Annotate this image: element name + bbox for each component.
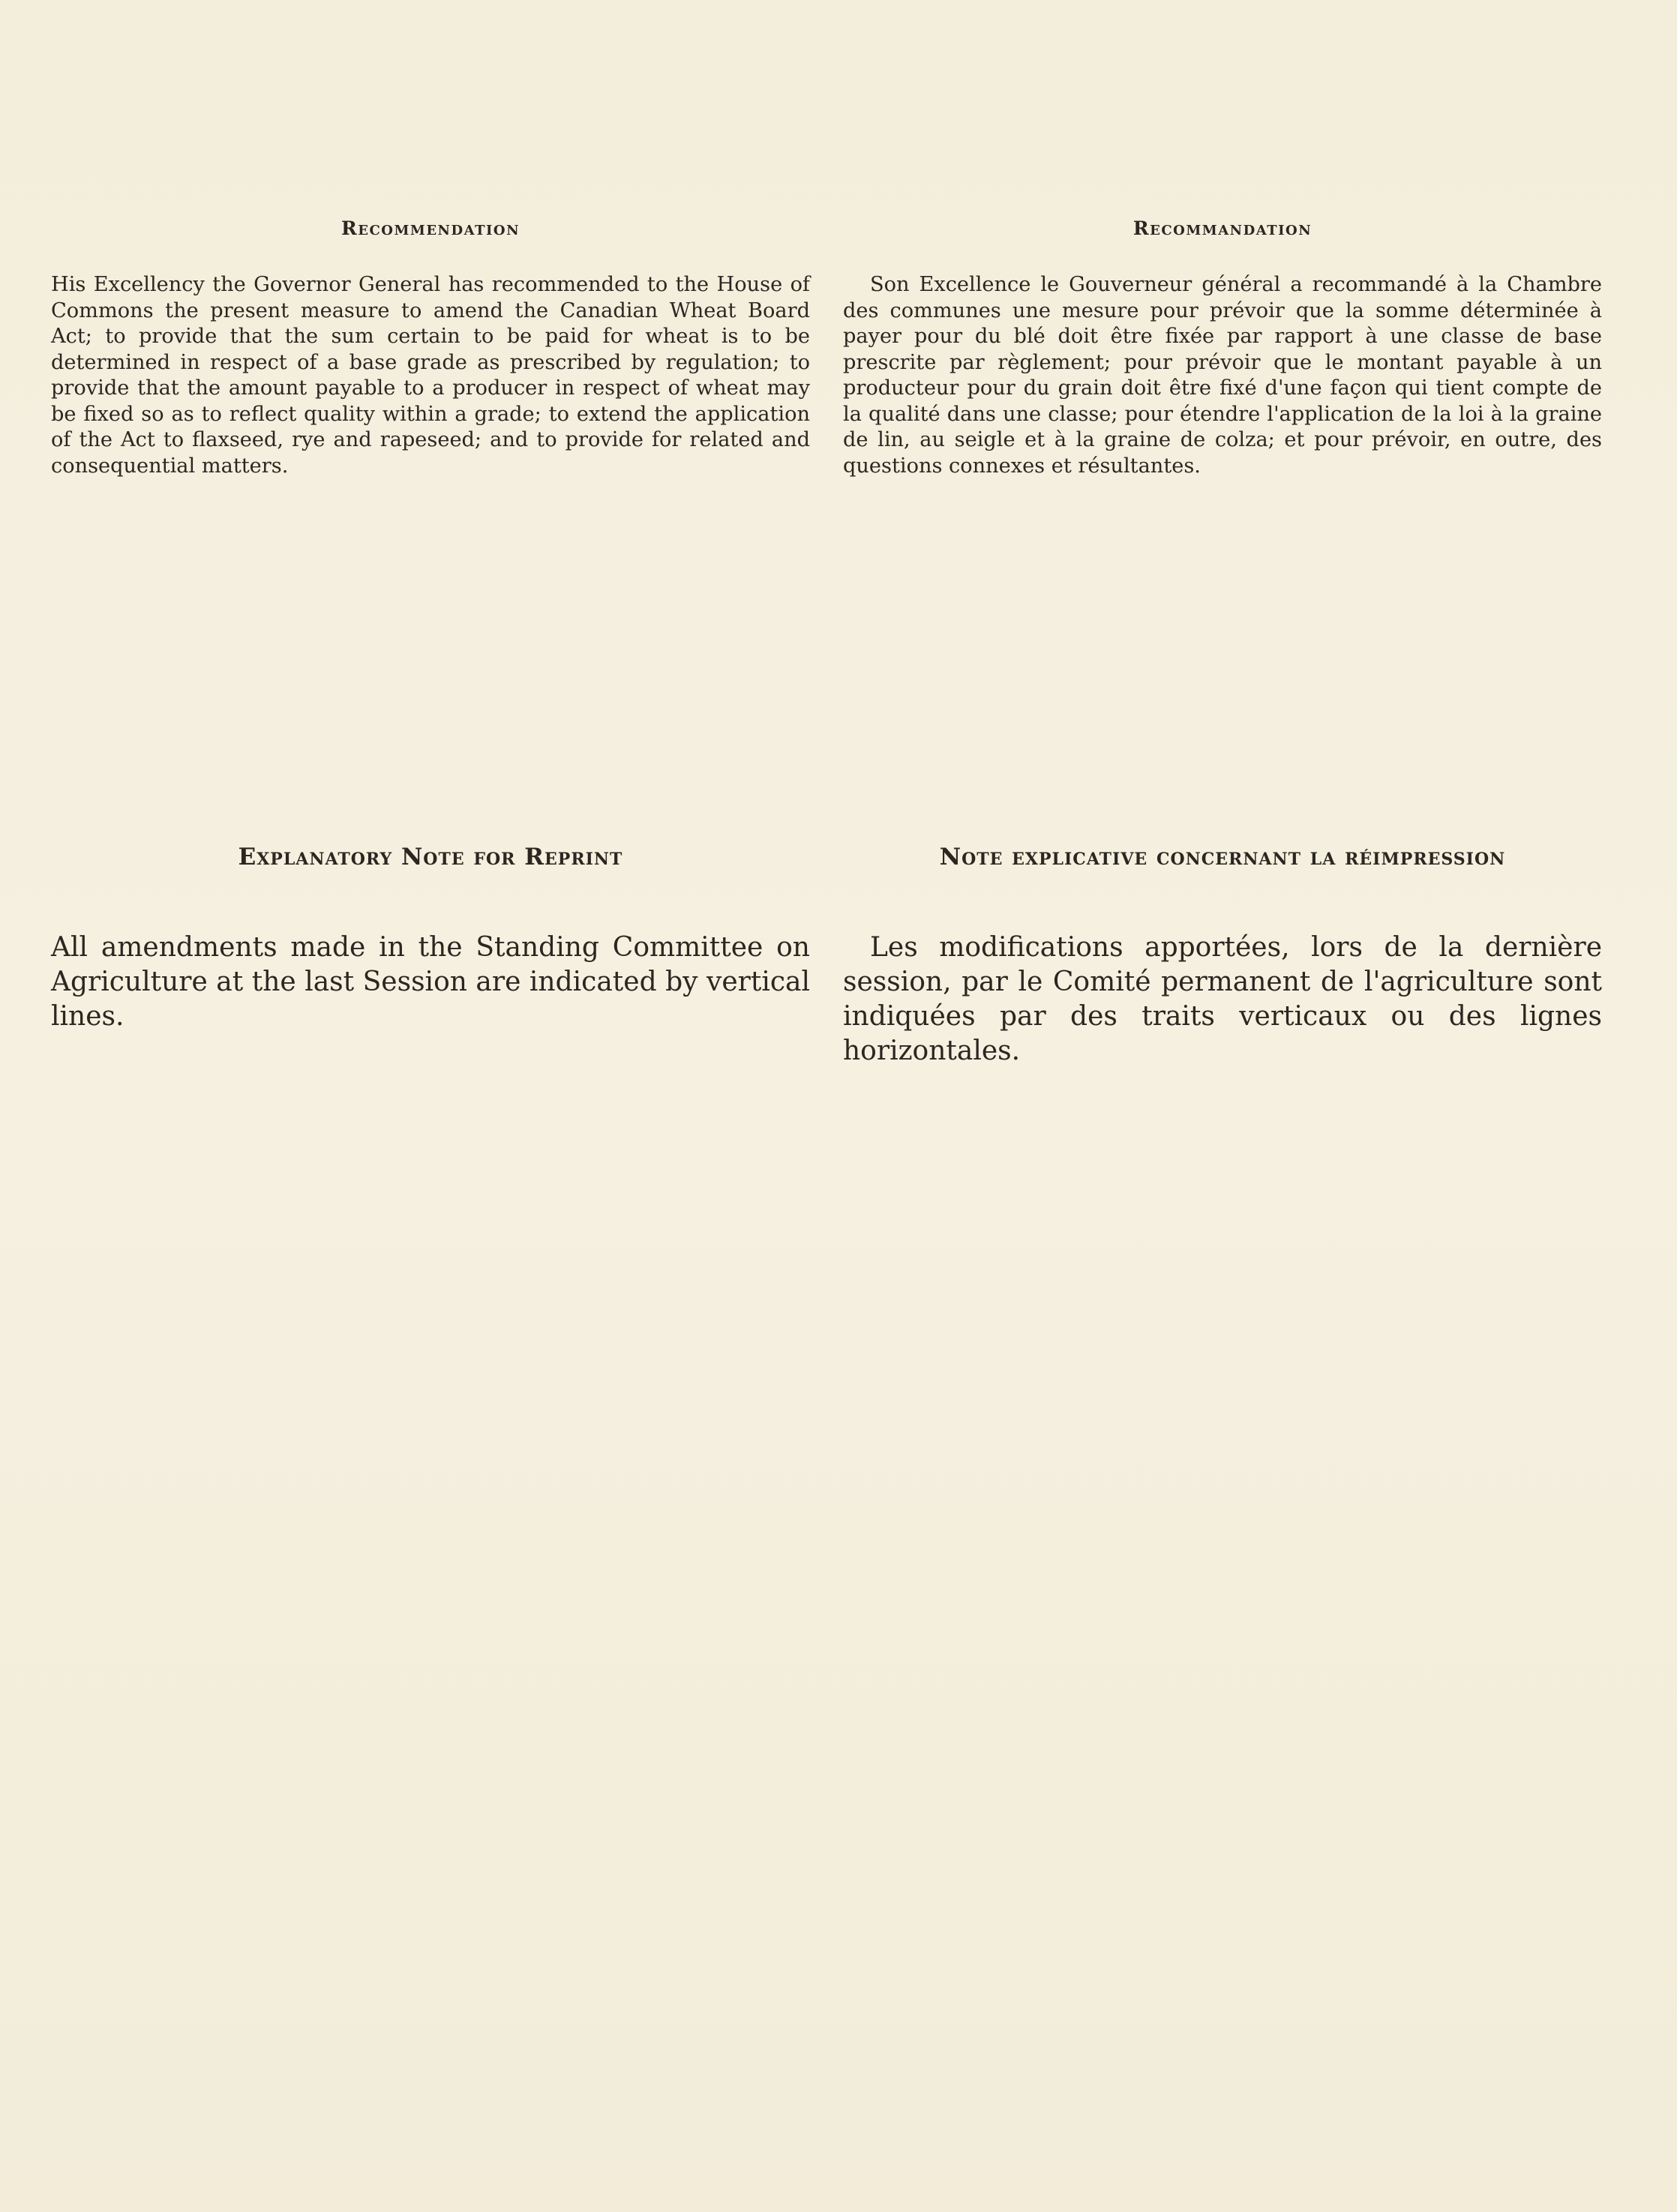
recommendation-french-heading: Recommandation — [1132, 217, 1312, 239]
recommendation-french — [843, 219, 1602, 479]
reprint-note-french-heading: Note explicative concernant la réimpression — [939, 844, 1506, 871]
recommendation-english — [51, 219, 810, 479]
recommendation-french-text: Son Excellence le Gouverneur général a recommandé à la Chambre des communes une mesure pour prévoir que la somme déterminée à payer pour du blé doit être fixée par rapport à une classe de base prescrite par règlement; pour prévoir que le montant payable à un producteur pour du grain doit être fixé d'une façon qui tient compte de la qualité dans une classe; pour étendre l'application de la loi à la graine de lin, au seigle et à la graine de colza; et pour prévoir, en outre, des questions connexes et résultantes. — [843, 273, 1602, 478]
reprint-note-french — [843, 846, 1602, 1069]
reprint-note-french-text: Les modifications apportées, lors de la dernière session, par le Comité permanent de l'agriculture sont indiquées par des traits verticaux ou des lignes horizontales. — [843, 932, 1602, 1066]
recommendation-english-heading: Recommendation — [340, 217, 520, 239]
reprint-note-english — [51, 846, 810, 1034]
reprint-note-english-text: All amendments made in the Standing Committee on Agriculture at the last Session are indicated by vertical lines. — [51, 932, 810, 1032]
recommendation-english-text: His Excellency the Governor General has recommended to the House of Commons the present measure to amend the Canadian Wheat Board Act; to provide that the sum certain to be paid for wheat is to be determined in respect of a base grade as prescribed by regulation; to provide that the amount payable to a producer in respect of wheat may be fixed so as to reflect quality within a grade; to extend the application of the Act to flaxseed, rye and rapeseed; and to provide for related and consequential matters. — [51, 273, 810, 478]
reprint-note-english-heading: Explanatory Note for Reprint — [238, 844, 623, 871]
